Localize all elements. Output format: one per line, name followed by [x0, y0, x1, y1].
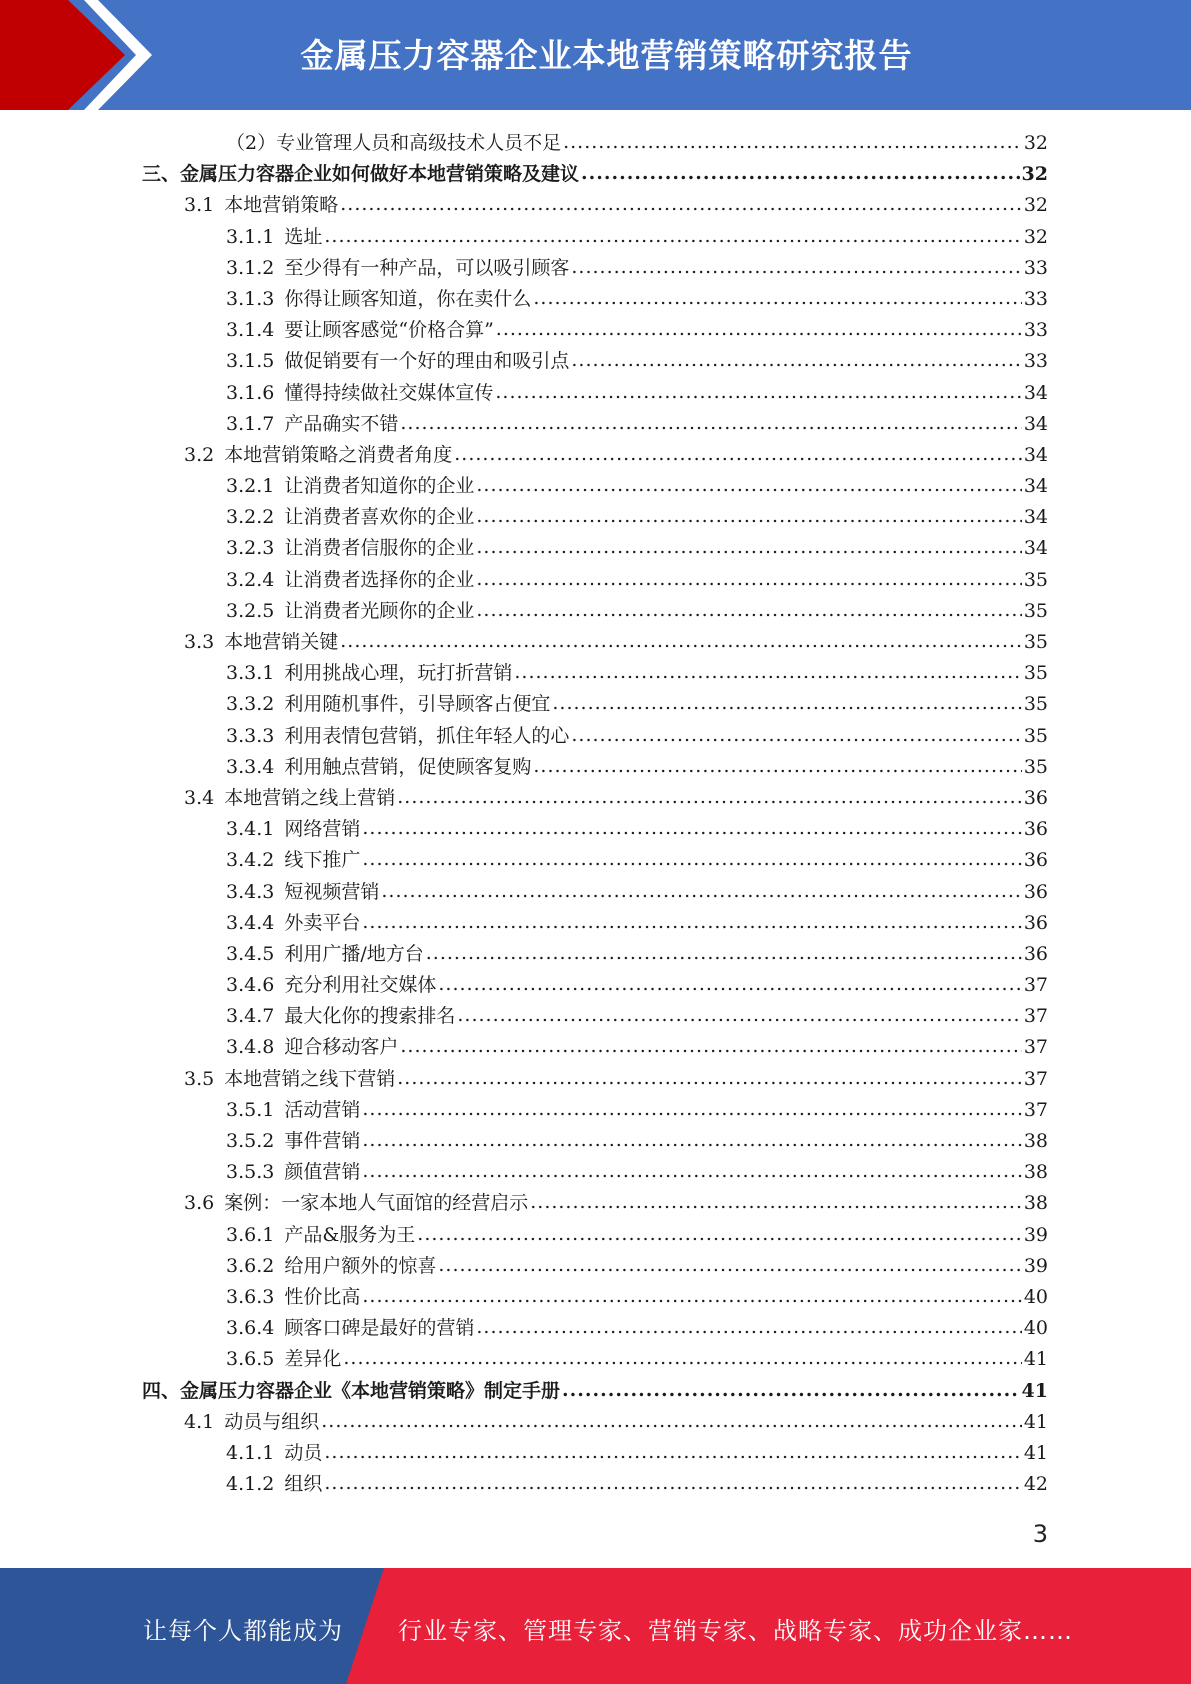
toc-entry[interactable]	[142, 752, 1048, 783]
toc-entry-title: 网络营销	[284, 818, 361, 841]
toc-dot-leader	[340, 189, 1022, 220]
toc-entry-page: 37	[1023, 1005, 1048, 1028]
toc-entry-title: 利用挑战心理，玩打折营销	[284, 662, 513, 685]
toc-entry-number: 3.6	[184, 1192, 215, 1215]
toc-entry-title: 三、金属压力容器企业如何做好本地营销策略及建议	[142, 163, 580, 186]
toc-entry-number: 3.1.3	[226, 287, 275, 310]
toc-dot-leader	[562, 1375, 1020, 1406]
toc-entry-title: 产品&服务为王	[284, 1223, 416, 1246]
toc-dot-leader	[438, 969, 1021, 1000]
toc-entry-page: 37	[1023, 974, 1048, 997]
toc-entry-number: 3.6.2	[226, 1254, 275, 1277]
toc-dot-leader	[340, 626, 1022, 657]
toc-entry-number: 3.2.1	[226, 475, 275, 498]
toc-dot-leader	[400, 1031, 1021, 1062]
toc-entry-page: 38	[1023, 1192, 1048, 1215]
toc-entry-number: 3.1.7	[226, 412, 275, 435]
toc-entry-number: 3.1	[184, 194, 215, 217]
toc-entry-number: 3.2.2	[226, 506, 275, 529]
toc-dot-leader	[476, 532, 1021, 563]
toc-entry[interactable]	[142, 315, 1048, 346]
toc-dot-leader	[476, 1312, 1021, 1343]
toc-entry-page: 38	[1023, 1130, 1048, 1152]
toc-entry[interactable]	[142, 471, 1048, 502]
toc-entry-title: 差异化	[284, 1348, 342, 1371]
toc-entry[interactable]	[142, 565, 1048, 596]
toc-dot-leader	[571, 252, 1021, 283]
toc-entry-page: 42	[1023, 1473, 1048, 1496]
toc-entry-page: 34	[1023, 381, 1048, 404]
toc-entry-page: 33	[1023, 319, 1048, 342]
toc-entry-number: 3.1.6	[226, 381, 275, 404]
toc-entry-number: 3.5	[184, 1067, 215, 1090]
toc-entry-title: 让消费者选择你的企业	[284, 568, 475, 591]
toc-entry-page: 41	[1021, 1379, 1048, 1402]
toc-entry[interactable]	[142, 814, 1048, 845]
toc-entry-page: 35	[1023, 693, 1048, 716]
toc-dot-leader	[343, 1343, 1021, 1374]
toc-entry-page: 37	[1023, 1098, 1048, 1121]
toc-dot-leader	[417, 1219, 1022, 1250]
toc-entry-page: 35	[1023, 724, 1048, 747]
toc-entry-title: 利用触点营销，促使顾客复购	[284, 755, 532, 778]
toc-entry-number: 3.1.2	[226, 256, 275, 279]
toc-dot-leader	[397, 782, 1022, 813]
toc-entry-title: 活动营销	[284, 1098, 361, 1121]
toc-dot-leader	[476, 595, 1021, 626]
toc-dot-leader	[533, 751, 1021, 782]
toc-dot-leader	[362, 1125, 1021, 1156]
toc-entry-number: 3.4.6	[226, 974, 275, 997]
toc-dot-leader	[324, 1468, 1021, 1499]
toc-dot-leader	[454, 439, 1022, 470]
toc-dot-leader	[362, 844, 1021, 875]
toc-entry-page: 36	[1023, 849, 1048, 872]
toc-entry-number: 3.6.3	[226, 1285, 275, 1308]
toc-dot-leader	[530, 1187, 1022, 1218]
document-title: 金属压力容器企业本地营销策略研究报告	[300, 36, 913, 75]
toc-entry-page: 41	[1023, 1441, 1048, 1464]
toc-entry-page: 34	[1023, 443, 1048, 466]
toc-entry[interactable]	[142, 689, 1048, 720]
toc-entry-title: 本地营销之线下营销	[224, 1067, 396, 1090]
toc-entry-title: 你得让顾客知道，你在卖什么	[284, 287, 532, 310]
toc-entry-page: 41	[1023, 1348, 1048, 1371]
toc-dot-leader	[581, 158, 1020, 189]
toc-entry[interactable]	[142, 721, 1048, 752]
toc-entry-number: 3.4.8	[226, 1036, 275, 1059]
toc-entry-page: 34	[1023, 537, 1048, 560]
toc-entry-title: 懂得持续做社交媒体宣传	[284, 381, 494, 404]
toc-entry-page: 34	[1023, 412, 1048, 435]
toc-entry-number: 3.4.2	[226, 849, 275, 872]
toc-entry-number: 3.2.5	[226, 599, 275, 622]
toc-entry[interactable]	[142, 877, 1048, 908]
toc-dot-leader	[438, 1250, 1021, 1281]
toc-entry-title: 本地营销策略	[224, 194, 339, 217]
toc-entry-title: 四、金属压力容器企业《本地营销策略》制定手册	[142, 1379, 561, 1402]
toc-entry-page: 35	[1023, 568, 1048, 591]
toc-entry-title: 事件营销	[284, 1130, 361, 1152]
toc-entry-title: 利用随机事件，引导顾客占便宜	[284, 693, 551, 716]
toc-entry-number: 4.1.2	[226, 1473, 275, 1496]
toc-dot-leader	[495, 377, 1021, 408]
toc-entry[interactable]	[142, 1001, 1048, 1032]
toc-entry-title: 至少得有一种产品，可以吸引顾客	[284, 256, 570, 279]
toc-entry-number: 3.5.1	[226, 1098, 275, 1121]
toc-entry[interactable]	[142, 1126, 1048, 1157]
toc-entry[interactable]	[142, 253, 1048, 284]
toc-entry[interactable]	[142, 190, 1048, 221]
toc-entry-page: 32	[1023, 194, 1048, 217]
toc-entry-number: 3.2.4	[226, 568, 275, 591]
toc-entry[interactable]	[142, 128, 1048, 159]
table-of-contents	[142, 128, 1048, 1500]
toc-entry-number: 3.6.1	[226, 1223, 275, 1246]
toc-entry-title: 颜值营销	[284, 1161, 361, 1184]
toc-entry-page: 32	[1021, 163, 1048, 186]
toc-dot-leader	[362, 813, 1021, 844]
page-number: 3	[1032, 1520, 1048, 1548]
toc-entry-title: 让消费者光顾你的企业	[284, 599, 475, 622]
toc-entry-title: 顾客口碑是最好的营销	[284, 1317, 475, 1340]
toc-entry-title: 产品确实不错	[284, 412, 399, 435]
toc-entry-page: 36	[1023, 942, 1048, 965]
toc-entry[interactable]	[142, 378, 1048, 409]
toc-dot-leader	[324, 1437, 1021, 1468]
toc-entry-number: 4.1.1	[226, 1441, 275, 1464]
toc-entry-page: 40	[1023, 1285, 1048, 1308]
toc-entry-page: 36	[1023, 880, 1048, 903]
toc-entry-number: 3.5.2	[226, 1130, 275, 1152]
toc-entry[interactable]	[142, 1282, 1048, 1313]
toc-entry-page: 35	[1023, 755, 1048, 778]
toc-entry[interactable]	[142, 1469, 1048, 1500]
toc-entry-page: 37	[1023, 1036, 1048, 1059]
toc-entry-title: 做促销要有一个好的理由和吸引点	[284, 350, 570, 373]
toc-entry[interactable]	[142, 159, 1048, 190]
toc-entry-title: 案例：一家本地人气面馆的经营启示	[224, 1192, 529, 1215]
toc-dot-leader	[321, 1406, 1022, 1437]
toc-dot-leader	[362, 1094, 1021, 1125]
toc-dot-leader	[362, 1281, 1021, 1312]
toc-entry-page: 39	[1023, 1254, 1048, 1277]
toc-entry-title: 让消费者喜欢你的企业	[284, 506, 475, 529]
footer-slogan-right: 行业专家、管理专家、营销专家、战略专家、成功企业家……	[398, 1617, 1073, 1645]
toc-dot-leader	[496, 314, 1022, 345]
toc-entry[interactable]	[142, 845, 1048, 876]
toc-entry[interactable]	[142, 1032, 1048, 1063]
toc-entry-title: 让消费者知道你的企业	[284, 475, 475, 498]
toc-dot-leader	[400, 408, 1021, 439]
toc-entry-number: 4.1	[184, 1410, 215, 1433]
toc-entry[interactable]	[142, 1376, 1048, 1407]
toc-entry[interactable]	[142, 658, 1048, 689]
toc-entry[interactable]	[142, 596, 1048, 627]
toc-entry[interactable]	[142, 908, 1048, 939]
toc-dot-leader	[362, 1156, 1021, 1187]
toc-dot-leader	[563, 127, 1022, 158]
toc-entry-title: 本地营销之线上营销	[224, 786, 396, 809]
toc-entry-number: 3.5.3	[226, 1161, 275, 1184]
toc-dot-leader	[397, 1063, 1022, 1094]
toc-entry-page: 37	[1023, 1067, 1048, 1090]
toc-entry-number: 3.4.1	[226, 818, 275, 841]
toc-entry-number: 3.4.7	[226, 1005, 275, 1028]
toc-entry-page: 41	[1023, 1410, 1048, 1433]
toc-entry-number: 3.4.4	[226, 911, 275, 934]
toc-entry-page: 38	[1023, 1161, 1048, 1184]
toc-entry-title: 利用表情包营销，抓住年轻人的心	[284, 724, 570, 747]
toc-entry[interactable]	[142, 533, 1048, 564]
toc-entry-title: 给用户额外的惊喜	[284, 1254, 437, 1277]
toc-entry[interactable]	[142, 346, 1048, 377]
toc-entry-number: 3.3	[184, 631, 215, 653]
toc-entry-number: 3.3.1	[226, 662, 275, 685]
toc-entry[interactable]	[142, 1313, 1048, 1344]
toc-entry[interactable]	[142, 939, 1048, 970]
toc-entry-number: 3.6.4	[226, 1317, 275, 1340]
toc-entry-title: 性价比高	[284, 1285, 361, 1308]
toc-entry-title: 外卖平台	[284, 911, 361, 934]
toc-entry-number: 3.4.3	[226, 880, 275, 903]
toc-entry-title: 本地营销策略之消费者角度	[224, 443, 453, 466]
toc-entry[interactable]	[142, 1095, 1048, 1126]
toc-entry-number: 3.1.1	[226, 225, 275, 248]
footer-banner	[0, 1568, 1191, 1684]
toc-entry-title: 让消费者信服你的企业	[284, 537, 475, 560]
toc-entry[interactable]	[142, 1064, 1048, 1095]
toc-entry[interactable]	[142, 502, 1048, 533]
toc-dot-leader	[571, 345, 1021, 376]
toc-entry-title: 迎合移动客户	[284, 1036, 399, 1059]
toc-dot-leader	[552, 688, 1021, 719]
toc-entry[interactable]	[142, 1407, 1048, 1438]
toc-dot-leader	[476, 501, 1021, 532]
toc-entry-title: 最大化你的搜索排名	[284, 1005, 456, 1028]
toc-entry[interactable]	[142, 1251, 1048, 1282]
toc-entry-page: 34	[1023, 506, 1048, 529]
toc-entry-number: 3.2	[184, 443, 215, 466]
toc-dot-leader	[514, 657, 1021, 688]
toc-entry-page: 40	[1023, 1317, 1048, 1340]
toc-entry-title: 动员与组织	[224, 1410, 320, 1433]
toc-entry[interactable]	[142, 1344, 1048, 1375]
toc-entry[interactable]	[142, 1220, 1048, 1251]
toc-entry-number: 3.2.3	[226, 537, 275, 560]
toc-entry[interactable]	[142, 1157, 1048, 1188]
toc-entry-page: 34	[1023, 475, 1048, 498]
toc-dot-leader	[533, 283, 1021, 314]
toc-entry-page: 36	[1023, 911, 1048, 934]
toc-entry[interactable]	[142, 970, 1048, 1001]
toc-entry-title: 要让顾客感觉“价格合算”	[284, 319, 494, 342]
toc-entry-page: 35	[1023, 631, 1048, 653]
toc-entry[interactable]	[142, 1438, 1048, 1469]
toc-entry-number: 3.3.4	[226, 755, 275, 778]
toc-entry-page: 36	[1023, 786, 1048, 809]
toc-entry-number: 3.1.4	[226, 319, 275, 342]
toc-dot-leader	[476, 564, 1021, 595]
toc-entry[interactable]	[142, 783, 1048, 814]
toc-entry[interactable]	[142, 409, 1048, 440]
footer-slogan-left: 让每个人都能成为	[143, 1617, 343, 1645]
toc-entry-number: 3.3.2	[226, 693, 275, 716]
toc-dot-leader	[457, 1000, 1021, 1031]
toc-entry[interactable]	[142, 1188, 1048, 1219]
toc-entry-page: 35	[1023, 599, 1048, 622]
toc-entry-page: 33	[1023, 256, 1048, 279]
toc-dot-leader	[362, 907, 1021, 938]
toc-dot-leader	[476, 470, 1021, 501]
toc-entry-title: （2）专业管理人员和高级技术人员不足	[226, 132, 562, 154]
toc-dot-leader	[324, 221, 1021, 252]
toc-dot-leader	[381, 876, 1021, 907]
toc-entry-page: 32	[1023, 132, 1048, 154]
toc-entry-page: 36	[1023, 818, 1048, 841]
toc-entry-title: 组织	[284, 1473, 323, 1496]
toc-entry-title: 本地营销关键	[224, 631, 339, 653]
toc-entry-number: 3.3.3	[226, 724, 275, 747]
toc-entry[interactable]	[142, 627, 1048, 658]
toc-entry-title: 充分利用社交媒体	[284, 974, 437, 997]
toc-entry-page: 35	[1023, 662, 1048, 685]
toc-entry-title: 短视频营销	[284, 880, 380, 903]
toc-entry-number: 3.1.5	[226, 350, 275, 373]
toc-entry-page: 39	[1023, 1223, 1048, 1246]
toc-entry[interactable]	[142, 222, 1048, 253]
toc-entry[interactable]	[142, 440, 1048, 471]
toc-dot-leader	[426, 938, 1022, 969]
toc-entry-page: 32	[1023, 225, 1048, 248]
toc-dot-leader	[571, 720, 1021, 751]
toc-entry[interactable]	[142, 284, 1048, 315]
toc-entry-title: 选址	[284, 225, 323, 248]
toc-entry-page: 33	[1023, 287, 1048, 310]
toc-entry-number: 3.4	[184, 786, 215, 809]
toc-entry-title: 动员	[284, 1441, 323, 1464]
header-banner	[0, 0, 1191, 110]
toc-entry-number: 3.6.5	[226, 1348, 275, 1371]
toc-entry-number: 3.4.5	[226, 942, 275, 965]
toc-entry-title: 线下推广	[284, 849, 361, 872]
toc-entry-page: 33	[1023, 350, 1048, 373]
toc-entry-title: 利用广播/地方台	[284, 942, 424, 965]
